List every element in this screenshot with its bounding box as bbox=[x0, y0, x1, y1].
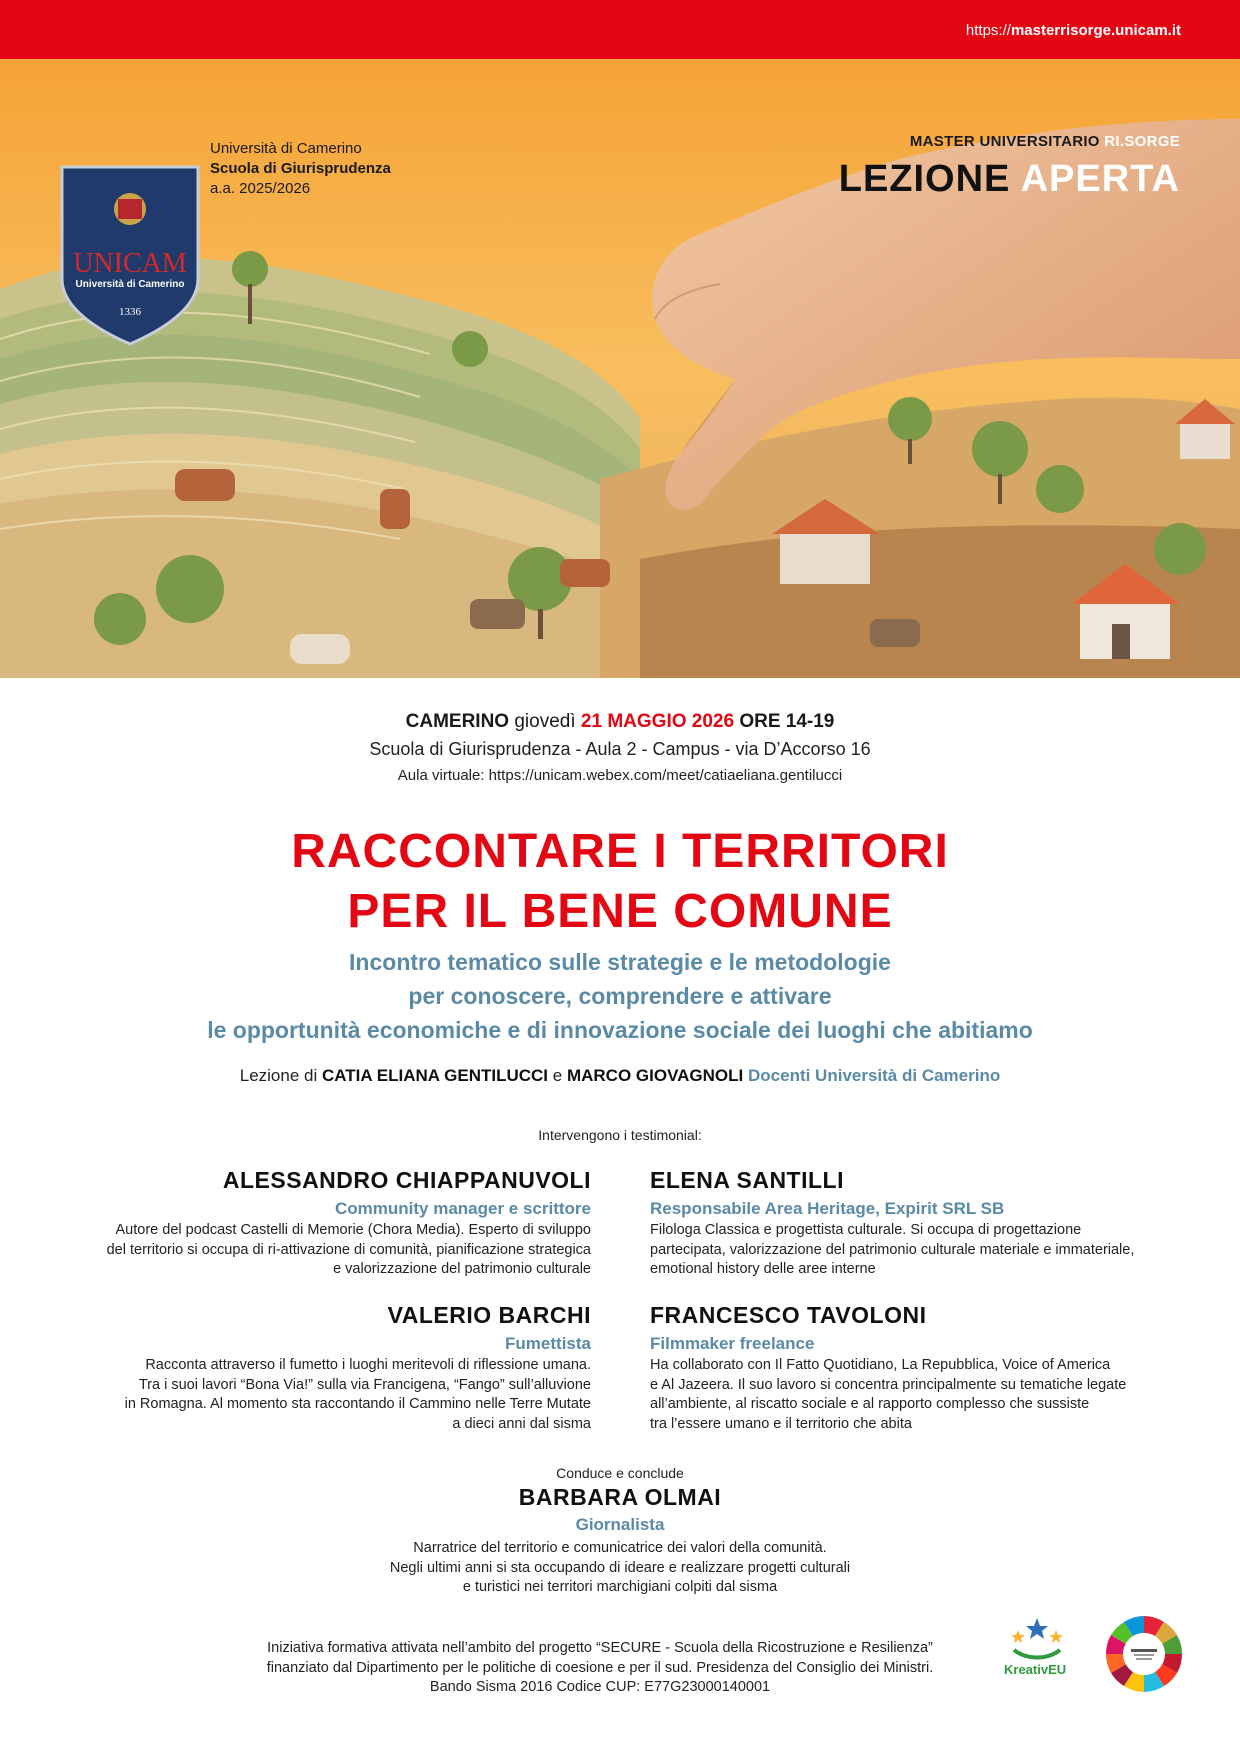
testimonial-name: ELENA SANTILLI bbox=[650, 1167, 844, 1193]
testimonial-card bbox=[650, 1300, 1210, 1434]
url-protocol: https:// bbox=[965, 22, 1011, 39]
website-link[interactable] bbox=[966, 22, 1181, 39]
kreativeu-logo bbox=[1002, 1616, 1072, 1682]
testimonial-card bbox=[650, 1165, 1210, 1280]
testimonial-role: Responsabile Area Heritage, Expirit SRL SB bbox=[650, 1199, 1005, 1218]
academic-year: a.a. 2025/2026 bbox=[210, 180, 311, 197]
testimonial-card bbox=[31, 1165, 591, 1280]
testimonial-desc: Filologa Classica e progettista culturale. Si occupa di progettazione partecipata, valorizzazione del patrimonio culturale materiale e immateriale, emotional history delle aree interne bbox=[650, 1222, 1135, 1277]
host-desc: Narratrice del territorio e comunicatrice dei valori della comunità. Negli ultimi anni si sta occupando di ideare e realizzare progetti culturali e turistici nei territori marchigiani colpiti dal sisma bbox=[389, 1540, 851, 1595]
top-banner bbox=[0, 0, 1240, 59]
event-subtitle: Incontro tematico sulle strategie e le metodologie per conoscere, comprendere e attivare le opportunità economiche e di innovazione sociale dei luoghi che abitiamo bbox=[207, 949, 1033, 1043]
lecturers-line: Lezione di CATIA ELIANA GENTILUCCI e MARCO GIOVAGNOLI Docenti Università di Camerino bbox=[239, 1066, 1001, 1085]
svg-text:UNICAM: UNICAM bbox=[73, 248, 187, 279]
event-venue: Scuola di Giurisprudenza - Aula 2 - Campus - via D’Accorso 16 bbox=[369, 739, 871, 759]
event-datetime: CAMERINO giovedì 21 MAGGIO 2026 ORE 14-19 bbox=[405, 711, 835, 732]
testimonial-desc: Autore del podcast Castelli di Memorie (Chora Media). Esperto di sviluppo del territorio si occupa di ri-attivazione di comunità, pianificazione strategica e valorizzazione del patrimonio culturale bbox=[106, 1222, 591, 1277]
lezione-aperta-label: LEZIONE APERTA bbox=[838, 158, 1180, 200]
event-title: RACCONTARE I TERRITORI PER IL BENE COMUNE bbox=[291, 825, 949, 938]
testimonial-role: Fumettista bbox=[505, 1334, 591, 1353]
virtual-room-link[interactable]: Aula virtuale: https://unicam.webex.com/meet/catiaeliana.gentilucci bbox=[397, 767, 843, 784]
url-domain: masterrisorge.unicam.it bbox=[1010, 22, 1181, 39]
host-intro: Conduce e conclude bbox=[556, 1465, 684, 1481]
kreativeu-label: KreativEU bbox=[1004, 1662, 1067, 1677]
university-name: Università di Camerino bbox=[210, 140, 362, 157]
hero-illustration bbox=[0, 59, 1240, 678]
testimonial-name: VALERIO BARCHI bbox=[387, 1302, 591, 1328]
stars-icon bbox=[1002, 1616, 1072, 1662]
footer-text: Iniziativa formativa attivata nell’ambito del progetto “SECURE - Scuola della Ricostruzione e Resilienza” finanziato dal Dipartimento per le politiche di coesione e per il sud. Presidenza del Consiglio dei Ministri. Bando Sisma 2016 Codice CUP: E77G23000140001 bbox=[266, 1640, 934, 1695]
svg-text:1336: 1336 bbox=[119, 306, 141, 318]
testimonial-desc: Ha collaborato con Il Fatto Quotidiano, La Repubblica, Voice of America e Al Jazeera. Il suo lavoro si concentra principalmente su tematiche legate all’ambiente, al riscatto sociale e al rapporto complesso che sussiste tra l’essere umano e il territorio che abita bbox=[650, 1357, 1127, 1432]
sdg-wheel-icon bbox=[1104, 1614, 1184, 1694]
testimonial-name: ALESSANDRO CHIAPPANUVOLI bbox=[222, 1167, 591, 1193]
host-role: Giornalista bbox=[575, 1515, 665, 1534]
school-name: Scuola di Giurisprudenza bbox=[210, 160, 391, 177]
host-name: BARBARA OLMAI bbox=[518, 1484, 722, 1510]
testimonial-card bbox=[31, 1300, 591, 1434]
testimonial-role: Filmmaker freelance bbox=[650, 1334, 815, 1353]
svg-text:Università di Camerino: Università di Camerino bbox=[75, 279, 185, 290]
testimonial-desc: Racconta attraverso il fumetto i luoghi meritevoli di riflessione umana. Tra i suoi lavori “Bona Via!” sulla via Francigena, “Fango” sull’alluvione in Romagna. Al momento sta raccontando il Cammino nelle Terre Mutate a dieci anni dal sisma bbox=[124, 1357, 591, 1432]
university-info bbox=[210, 139, 391, 199]
testimonial-role: Community manager e scrittore bbox=[334, 1199, 591, 1218]
testimonials-intro: Intervengono i testimonial: bbox=[538, 1127, 702, 1143]
master-label: MASTER UNIVERSITARIO RI.SORGE bbox=[909, 133, 1180, 150]
landscape-illustration bbox=[0, 59, 1240, 678]
testimonial-name: FRANCESCO TAVOLONI bbox=[650, 1302, 927, 1328]
